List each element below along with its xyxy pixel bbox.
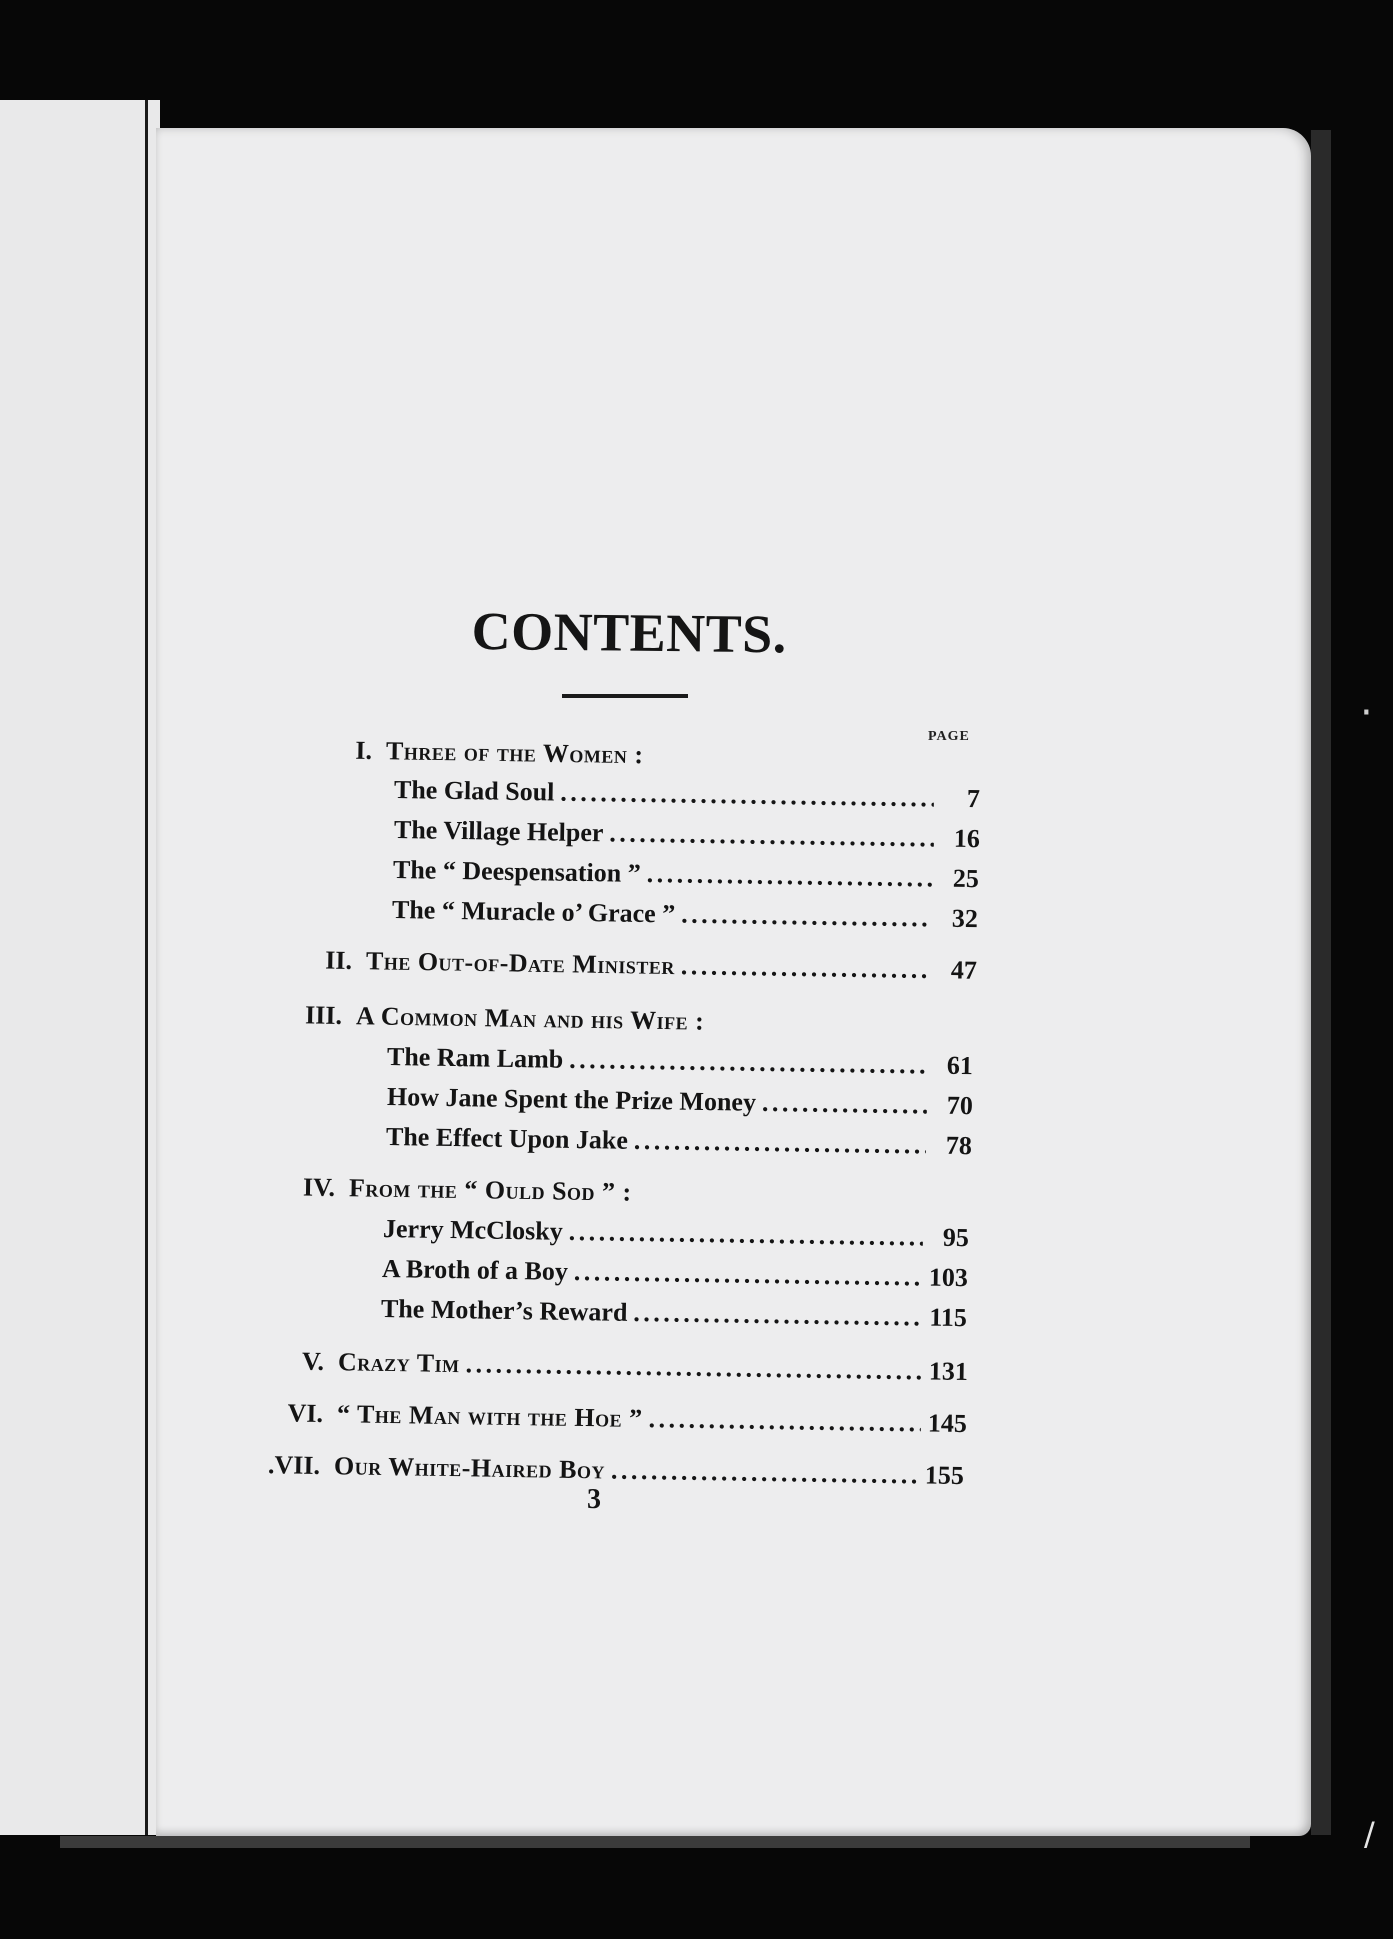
entry-title: The Ram Lamb <box>386 1042 564 1074</box>
entry-title: The Mother’s Reward <box>380 1294 628 1327</box>
entry-page: 131 <box>928 1356 969 1387</box>
leader-dots <box>762 1088 927 1121</box>
entry-page: 7 <box>966 784 981 814</box>
book-page <box>156 128 1311 1836</box>
entry-page: 32 <box>951 903 979 934</box>
leader-dots <box>681 951 932 985</box>
section-title: From the “ Ould Sod ” : <box>348 1173 632 1207</box>
entry-page: 103 <box>928 1262 969 1293</box>
leader-dots <box>611 1456 918 1491</box>
section-numeral: IV. <box>302 1172 336 1202</box>
entry-page: 78 <box>945 1130 973 1161</box>
entry-title: The “ Deespensation ” <box>392 855 641 888</box>
entry-page: 61 <box>946 1050 974 1081</box>
entry-page: 25 <box>952 863 980 894</box>
entry-title: Jerry McClosky <box>382 1214 563 1246</box>
facing-page-edge <box>0 100 160 1835</box>
section-title: Crazy Tim <box>337 1347 460 1379</box>
scan-speck: · <box>1360 690 1373 736</box>
page-title: CONTENTS. <box>471 600 788 665</box>
entry-page: 95 <box>942 1222 970 1253</box>
entry-page: 70 <box>946 1090 974 1121</box>
leader-dots <box>633 1298 921 1333</box>
leader-dots <box>574 1257 923 1292</box>
section-numeral: III. <box>304 1000 343 1030</box>
section-title: Three of the Women : <box>385 736 644 770</box>
entry-title: The “ Muracle o’ Grace ” <box>391 895 676 929</box>
page-bottom-edge <box>60 1836 1250 1848</box>
section-numeral: V. <box>301 1346 325 1376</box>
entry-page: 47 <box>950 955 978 985</box>
entry-title: A Broth of a Boy <box>381 1254 569 1286</box>
leader-dots <box>634 1126 926 1161</box>
leader-dots <box>648 1404 921 1438</box>
scan-speck: / <box>1364 1815 1375 1853</box>
entry-title: The Effect Upon Jake <box>385 1122 629 1155</box>
leader-dots <box>560 778 934 814</box>
leader-dots <box>681 900 932 934</box>
title-rule <box>562 694 688 698</box>
page-column-label: PAGE <box>928 729 970 744</box>
entry-page: 155 <box>924 1460 965 1491</box>
leader-dots <box>569 1217 924 1253</box>
page-number: 3 <box>587 1484 601 1515</box>
leader-dots <box>646 859 933 893</box>
entry-title: The Village Helper <box>393 815 604 848</box>
entry-title: The Glad Soul <box>393 775 555 807</box>
section-title: The Out-of-Date Minister <box>365 946 676 981</box>
section-title: Our White-Haired Boy <box>333 1451 606 1485</box>
page-shadow-edge <box>1311 130 1331 1835</box>
leader-dots <box>609 818 934 853</box>
section-title: “ The Man with the Hoe ” <box>336 1399 643 1433</box>
entry-page: 115 <box>929 1302 968 1333</box>
entry-page: 16 <box>953 823 981 854</box>
entry-page: 145 <box>927 1408 968 1439</box>
entry-title: How Jane Spent the Prize Money <box>386 1082 757 1117</box>
section-numeral: I. <box>355 735 373 765</box>
section-title: A Common Man and his Wife : <box>355 1001 705 1036</box>
section-numeral: VI. <box>287 1398 324 1428</box>
section-numeral: .VII. <box>267 1450 321 1480</box>
leader-dots <box>569 1045 927 1081</box>
section-numeral: II. <box>325 945 353 975</box>
